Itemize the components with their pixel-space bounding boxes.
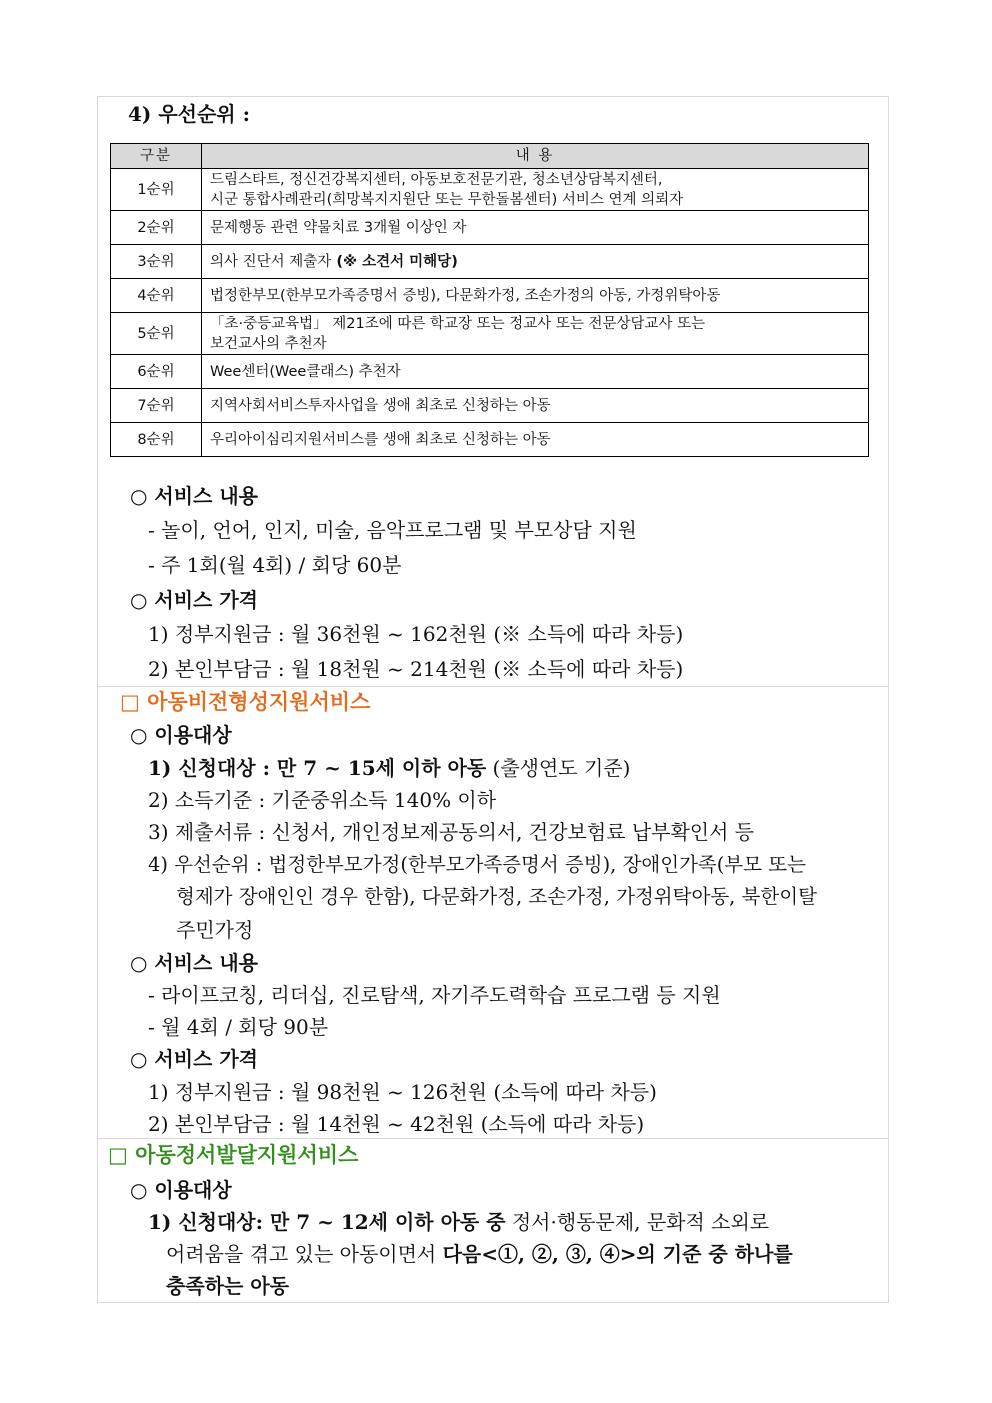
list-item: - 놀이, 언어, 인지, 미술, 음악프로그램 및 부모상담 지원: [148, 518, 637, 542]
content-text: 의사 진단서 제출자: [210, 253, 332, 270]
table-row: [111, 169, 869, 211]
content-cell: 「초·중등교육법」 제21조에 따른 학교장 또는 정교사 또는 전문상담교사 또는 보건교사의 추천자: [202, 313, 869, 355]
section-heading-vision: □ 아동비전형성지원서비스: [120, 690, 371, 714]
content-cell: 드림스타트, 정신건강복지센터, 아동보호전문기관, 청소년상담복지센터, 시군 통합사례관리(희망복지지원단 또는 무한돌봄센터) 서비스 연계 의뢰자: [202, 169, 869, 211]
target-bold: 1) 신청대상 : 만 7 ~ 15세 이하 아동: [148, 756, 487, 780]
content-cell: 우리아이심리지원서비스를 생애 최초로 신청하는 아동: [202, 423, 869, 457]
list-item: 2) 본인부담금 : 월 18천원 ~ 214천원 (※ 소득에 따라 차등): [148, 657, 684, 681]
table-row: [111, 423, 869, 457]
table-row: [111, 313, 869, 355]
content-cell: 문제행동 관련 약물치료 3개월 이상인 자: [202, 211, 869, 245]
priority-title: 4) 우선순위 :: [128, 102, 250, 126]
list-item-continued: 주민가정: [176, 918, 254, 942]
rank-cell: 1순위: [111, 169, 202, 211]
list-item: [148, 1209, 769, 1235]
table-row: [111, 389, 869, 423]
content-cell: 법정한부모(한부모가족증명서 증빙), 다문화가정, 조손가정의 아동, 가정위탁아동: [202, 279, 869, 313]
service-price-title: ○ 서비스 가격: [130, 1047, 258, 1071]
list-item: 3) 제출서류 : 신청서, 개인정보제공동의서, 건강보험료 납부확인서 등: [148, 820, 755, 844]
content-note: (※ 소견서 미해당): [331, 253, 458, 270]
rank-cell: 6순위: [111, 355, 202, 389]
list-item: - 라이프코칭, 리더십, 진로탐색, 자기주도력학습 프로그램 등 지원: [148, 983, 721, 1007]
content-cell: Wee센터(Wee클래스) 추천자: [202, 355, 869, 389]
list-item: [148, 755, 630, 781]
table-row: [111, 245, 869, 279]
table-row: [111, 355, 869, 389]
rank-cell: 8순위: [111, 423, 202, 457]
target-title: ○ 이용대상: [130, 723, 232, 747]
service-price-title: ○ 서비스 가격: [130, 588, 258, 612]
list-item: 2) 본인부담금 : 월 14천원 ~ 42천원 (소득에 따라 차등): [148, 1112, 645, 1136]
table-row: [111, 211, 869, 245]
target-title: ○ 이용대상: [130, 1178, 232, 1202]
rank-cell: 3순위: [111, 245, 202, 279]
table-row: [111, 279, 869, 313]
rank-cell: 4순위: [111, 279, 202, 313]
rank-cell: 5순위: [111, 313, 202, 355]
section-divider: [97, 1138, 889, 1139]
list-item-continued: [166, 1241, 793, 1267]
column-header-rank: 구분: [111, 144, 202, 169]
list-item: 4) 우선순위 : 법정한부모가정(한부모가족증명서 증빙), 장애인가족(부모 또는: [148, 853, 806, 876]
content-cell: 지역사회서비스투자사업을 생애 최초로 신청하는 아동: [202, 389, 869, 423]
rank-cell: 7순위: [111, 389, 202, 423]
list-item: - 주 1회(월 4회) / 회당 60분: [148, 553, 402, 577]
section-divider: [97, 686, 889, 687]
criteria-bold: 다음<①, ②, ③, ④>의 기준 중 하나를: [442, 1242, 793, 1266]
list-item: 1) 정부지원금 : 월 98천원 ~ 126천원 (소득에 따라 차등): [148, 1080, 657, 1104]
rank-cell: 2순위: [111, 211, 202, 245]
section-heading-emotion: □ 아동정서발달지원서비스: [108, 1143, 359, 1167]
list-item-continued: 충족하는 아동: [166, 1274, 289, 1298]
list-item-continued: 형제가 장애인인 경우 한함), 다문화가정, 조손가정, 가정위탁아동, 북한이탈: [176, 885, 817, 908]
target-rest: 정서·행동문제, 문화적 소외로: [505, 1210, 770, 1234]
target-rest: (출생연도 기준): [486, 756, 631, 780]
service-content-title: ○ 서비스 내용: [130, 484, 258, 508]
column-header-content: 내 용: [202, 144, 869, 169]
criteria-text: 어려움을 겪고 있는 아동이면서: [166, 1242, 443, 1266]
table-header-row: [111, 144, 869, 169]
list-item: 2) 소득기준 : 기준중위소득 140% 이하: [148, 788, 497, 812]
service-content-title: ○ 서비스 내용: [130, 951, 258, 975]
content-cell: [202, 245, 869, 279]
list-item: 1) 정부지원금 : 월 36천원 ~ 162천원 (※ 소득에 따라 차등): [148, 622, 684, 646]
priority-table: [110, 143, 869, 457]
target-bold: 1) 신청대상: 만 7 ~ 12세 이하 아동 중: [148, 1210, 506, 1234]
list-item: - 월 4회 / 회당 90분: [148, 1015, 329, 1039]
